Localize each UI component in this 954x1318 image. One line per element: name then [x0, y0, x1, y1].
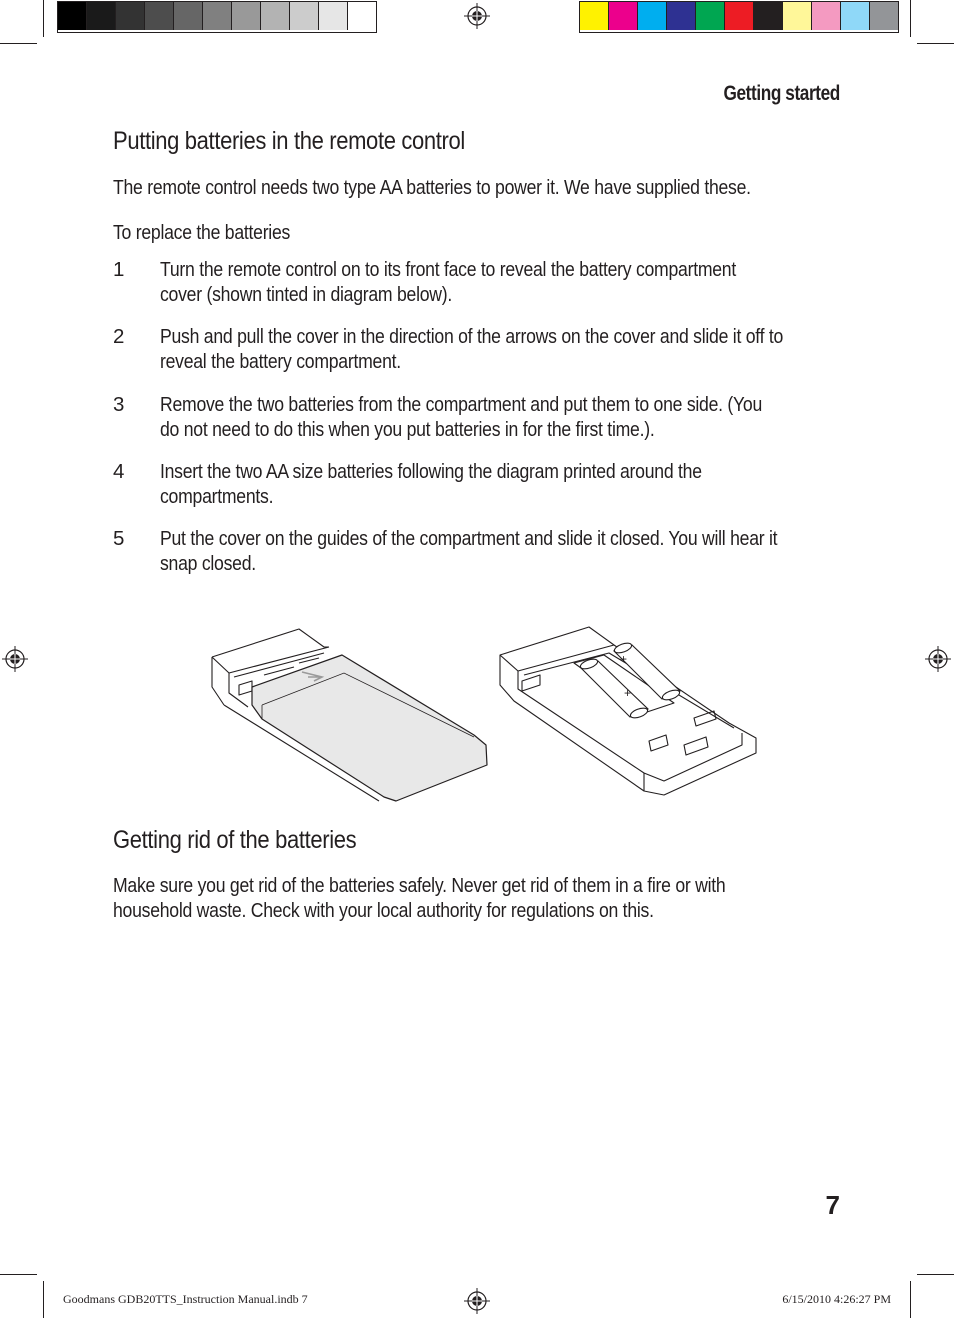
step-line: Turn the remote control on to its front face to reveal the battery compartment	[160, 258, 736, 281]
color-swatch	[812, 2, 841, 30]
subheading: To replace the batteries	[113, 221, 291, 244]
page-title: Putting batteries in the remote control	[113, 127, 465, 155]
color-swatch	[290, 2, 319, 30]
step-line: Put the cover on the guides of the compartment and slide it closed. You will hear it	[160, 527, 778, 550]
color-swatch	[145, 2, 174, 30]
svg-text:+: +	[624, 686, 632, 700]
page-number: 7	[825, 1190, 840, 1220]
registration-mark-icon	[925, 646, 951, 672]
color-swatch	[261, 2, 290, 30]
step-text	[160, 392, 762, 442]
step-text	[160, 526, 777, 576]
color-swatch	[783, 2, 812, 30]
disposal-paragraph	[113, 873, 725, 923]
color-swatch	[696, 2, 725, 30]
step-line: compartments.	[160, 485, 274, 508]
color-swatch	[116, 2, 145, 30]
step-text	[160, 257, 736, 307]
svg-text:+: +	[620, 652, 628, 666]
step-line: do not need to do this when you put batteries in for the first time.).	[160, 418, 655, 441]
crop-mark	[0, 1274, 37, 1275]
step-line: reveal the battery compartment.	[160, 350, 401, 373]
crop-mark	[910, 0, 911, 37]
color-swatch	[725, 2, 754, 30]
color-swatch	[203, 2, 232, 30]
registration-mark-icon	[464, 1288, 490, 1314]
registration-mark-icon	[464, 3, 490, 29]
file-slug: Goodmans GDB20TTS_Instruction Manual.indb 7	[63, 1292, 308, 1306]
grayscale-color-bar	[57, 1, 377, 33]
intro-paragraph: The remote control needs two type AA batteries to power it. We have supplied these.	[113, 176, 751, 199]
step-line: cover (shown tinted in diagram below).	[160, 283, 453, 306]
color-swatch	[667, 2, 696, 30]
battery-cover	[252, 655, 487, 801]
step-text	[160, 459, 702, 509]
step-line: Push and pull the cover in the direction of the arrows on the cover and slide it off to	[160, 325, 784, 348]
step-line: snap closed.	[160, 552, 256, 575]
color-swatch	[841, 2, 870, 30]
step-line: Insert the two AA size batteries following the diagram printed around the	[160, 460, 702, 483]
step-line: Remove the two batteries from the compartment and put them to one side. (You	[160, 393, 763, 416]
timestamp-slug: 6/15/2010 4:26:27 PM	[782, 1292, 891, 1306]
crop-mark	[43, 0, 44, 37]
color-swatch	[58, 2, 87, 30]
step-number: 1	[113, 258, 125, 281]
color-swatch	[87, 2, 116, 30]
color-swatch	[348, 2, 376, 30]
crop-mark	[917, 1274, 954, 1275]
paragraph-line: Make sure you get rid of the batteries safely. Never get rid of them in a fire or with	[113, 874, 726, 897]
step-number: 5	[113, 527, 125, 550]
color-swatch	[174, 2, 203, 30]
process-color-bar	[579, 1, 899, 33]
step-number: 2	[113, 325, 125, 348]
crop-mark	[43, 1281, 44, 1318]
registration-mark-icon	[2, 646, 28, 672]
battery-compartment-illustration	[494, 623, 764, 798]
section-header: Getting started	[723, 82, 840, 105]
step-number: 4	[113, 460, 125, 483]
crop-mark	[0, 43, 37, 44]
color-swatch	[638, 2, 667, 30]
crop-mark	[910, 1281, 911, 1318]
color-swatch	[609, 2, 638, 30]
color-swatch	[870, 2, 898, 30]
crop-mark	[917, 43, 954, 44]
paragraph-line: household waste. Check with your local authority for regulations on this.	[113, 899, 654, 922]
color-swatch	[754, 2, 783, 30]
color-swatch	[232, 2, 261, 30]
color-swatch	[319, 2, 348, 30]
section-title: Getting rid of the batteries	[113, 826, 357, 854]
color-swatch	[580, 2, 609, 30]
step-text	[160, 324, 783, 374]
step-number: 3	[113, 393, 125, 416]
remote-cover-illustration	[204, 625, 494, 805]
